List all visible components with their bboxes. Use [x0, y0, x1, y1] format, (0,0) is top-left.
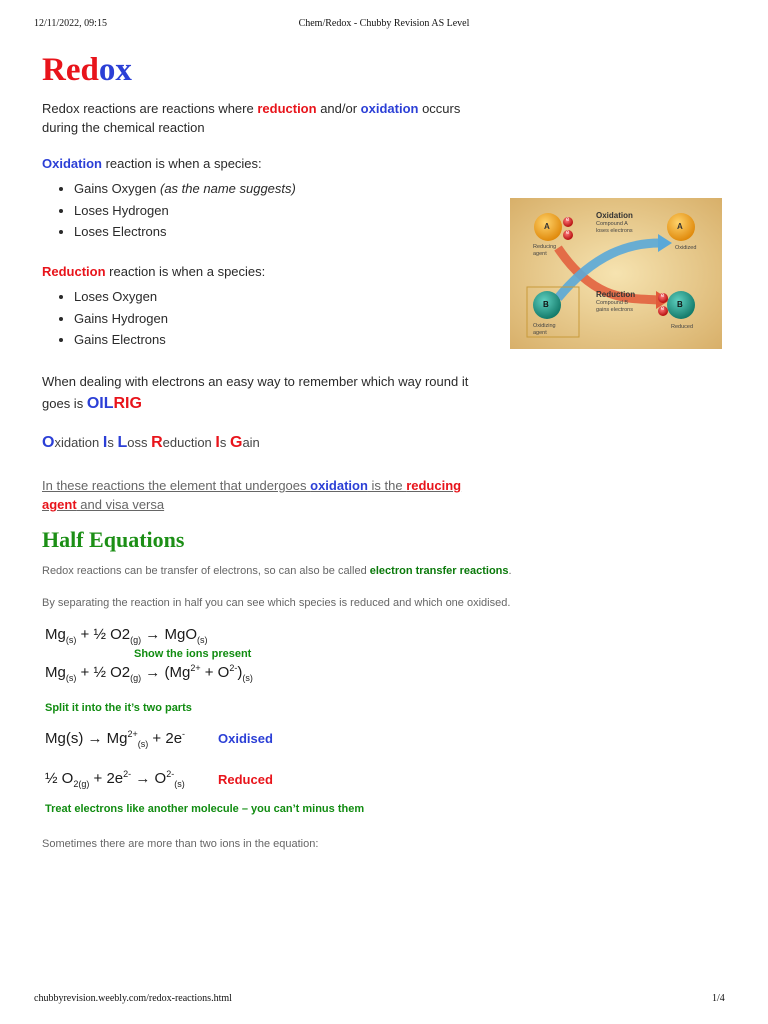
electron-label: e — [661, 293, 665, 299]
reduction-word: Reduction — [42, 264, 106, 279]
label-oxidised: Oxidised — [218, 731, 273, 746]
diagram-oxidizing-agent: Oxidizing agent — [533, 323, 556, 336]
note-split: Split it into the it’s two parts — [45, 702, 192, 714]
label-a-left: A — [544, 222, 550, 231]
equation-3: $Mg(s) \to Mg^{2+}_{(s)} + 2e^-$ — [45, 729, 186, 749]
diagram-reducing-agent: Reducing agent — [533, 244, 557, 257]
reduction-definition: Reduction reaction is when a species: — [42, 264, 266, 279]
list-item: • Gains Oxygen (as the name suggests) — [74, 178, 296, 200]
reduction-keyword: reduction — [257, 101, 317, 116]
print-timestamp: 12/11/2022, 09:15 — [34, 18, 107, 29]
electron-label: e — [566, 217, 570, 223]
list-item: • Loses Electrons — [74, 221, 296, 243]
note-electrons: Treat electrons like another molecule – you can’t minus them — [45, 803, 365, 815]
half-eq-paragraph-2: By separating the reaction in half you can see which species is reduced and which one oxidised. — [42, 597, 511, 609]
electron-label: e — [566, 230, 570, 236]
oxidation-definition: Oxidation reaction is when a species: — [42, 156, 262, 171]
electron-label: e — [661, 306, 665, 312]
diagram-oxidized: Oxidized — [675, 245, 697, 251]
list-item: • Loses Hydrogen — [74, 200, 296, 222]
oxidation-list — [42, 178, 296, 243]
intro-paragraph: Redox reactions are reactions where reduction and/or oxidation occurs during the chemical reaction — [42, 101, 461, 135]
diagram-reduction-desc: Compound B gains electrons — [596, 300, 633, 313]
oilrig-mnemonic: Oxidation Is Loss Reduction Is Gain — [42, 434, 260, 451]
title-red: Red — [42, 52, 99, 88]
half-equations-heading: Half Equations — [42, 527, 185, 552]
oilrig-paragraph: When dealing with electrons an easy way to remember which way round it goes is OILRIG — [42, 374, 469, 412]
reduction-list — [42, 286, 168, 351]
list-item: • Loses Oxygen — [74, 286, 168, 308]
label-reduced: Reduced — [218, 772, 273, 787]
oxidation-word: Oxidation — [42, 156, 102, 171]
diagram-reduced: Reduced — [671, 324, 694, 330]
footer-url: chubbyrevision.weebly.com/redox-reactions.html — [34, 993, 232, 1004]
print-page-title: Chem/Redox - Chubby Revision AS Level — [298, 18, 470, 29]
diagram-oxidation-desc: Compound A loses electrons — [596, 221, 633, 234]
equation-2: $Mg_{(s)}$ + ½ $O2_{(g)} \to (Mg^{2+} + O^{2-})_{(s)}$ — [45, 663, 253, 683]
equation-1: $Mg_{(s)}$ + ½ $O2_{(g)} \to MgO_{(s)}$ — [45, 626, 208, 645]
diagram-reduction-title: Reduction — [596, 290, 636, 299]
label-a-right: A — [677, 222, 683, 231]
label-b-right: B — [677, 300, 683, 309]
redox-diagram — [510, 198, 722, 349]
list-item: • Gains Electrons — [74, 329, 168, 351]
title-blue: ox — [98, 52, 132, 88]
equation-4: ½ $O_{2(g)} + 2e^{2-} \to O^{2-}_{(s)}$ — [45, 769, 185, 789]
page-title — [42, 50, 132, 90]
footer-page-number: 1/4 — [712, 993, 725, 1004]
oxidation-keyword: oxidation — [360, 101, 419, 116]
rig-word: RIG — [113, 395, 142, 412]
label-b-left: B — [543, 300, 549, 309]
half-eq-paragraph-3: Sometimes there are more than two ions in the equation: — [42, 838, 319, 850]
list-item: • Gains Hydrogen — [74, 308, 168, 330]
note-show-ions: Show the ions present — [134, 648, 252, 660]
oil-word: OIL — [86, 395, 114, 412]
agent-note: In these reactions the element that undergoes oxidation is the reducing agent and visa versa — [42, 478, 462, 512]
diagram-oxidation-title: Oxidation — [596, 211, 633, 220]
half-eq-paragraph-1: Redox reactions can be transfer of electrons, so can also be called electron transfer reactions. — [42, 565, 512, 577]
